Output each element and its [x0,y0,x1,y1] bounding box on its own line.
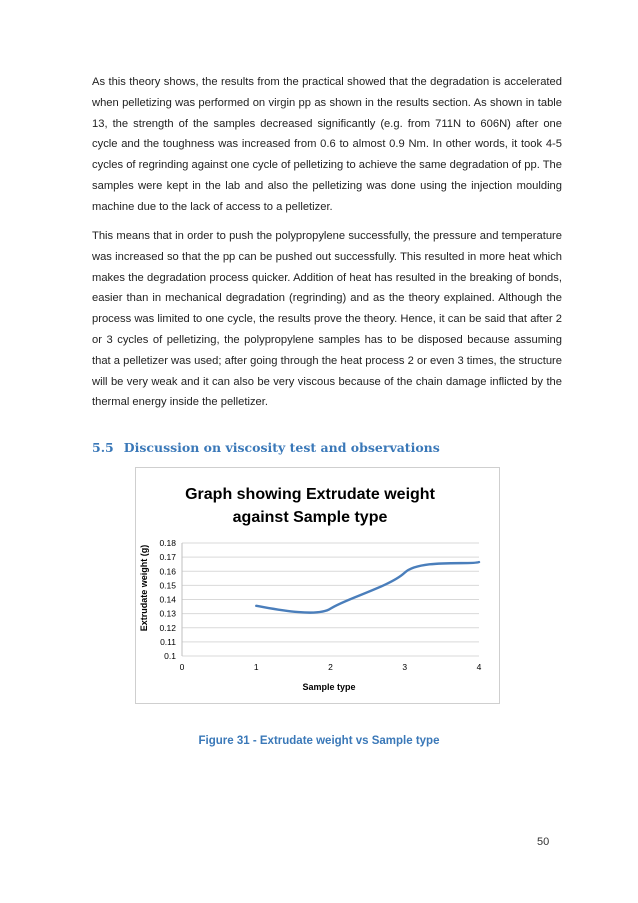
y-tick-label: 0.14 [159,594,176,605]
y-axis-label: Extrudate weight (g) [139,544,149,632]
chart-title-line-1: Graph showing Extrudate weight [185,486,435,503]
chart-title-line-2: against Sample type [232,509,388,526]
x-axis-label: Sample type [302,682,356,692]
page-number: 50 [537,836,550,848]
y-tick-label: 0.12 [159,622,176,633]
x-tick-label: 4 [476,662,482,672]
y-tick-label: 0.1 [164,651,176,661]
section-heading [92,440,440,455]
x-tick-label: 3 [402,662,408,672]
chart-container [135,467,500,704]
x-tick-label: 1 [253,662,259,672]
y-tick-label: 0.11 [160,636,176,647]
y-tick-label: 0.17 [159,552,176,563]
figure-caption: Figure 31 - Extrudate weight vs Sample type [198,735,440,747]
series-line [256,562,479,613]
x-tick-label: 2 [328,662,333,672]
body-paragraph-2: This means that in order to push the polypropylene successfully, the pressure and temperature was increased so that the pp can be pushed out successfully. This resulted in more heat which makes the degradation process quicker. Addition of heat has resulted in the breaking of bonds, easier than in mechanical degradation (regrinding) and as the theory explained. Although the process was limited to one cycle, the results prove the theory. Hence, it can be said that after 2 or 3 cycles of pelletizing, the polypropylene samples has to be disposed because assuming that a pelletizer was used; after going through the heat process 2 or even 3 times, the structure will be very weak and it can also be very viscous because of the chain damage inflicted by the thermal energy inside the pelletizer. [92,230,562,409]
y-tick-label: 0.13 [159,608,176,619]
section-number: 5.5 [92,440,114,455]
y-tick-label: 0.18 [159,538,176,548]
chart-svg [136,468,499,703]
y-tick-label: 0.15 [159,580,176,591]
y-tick-label: 0.16 [159,566,176,577]
section-title: Discussion on viscosity test and observations [123,440,440,455]
body-paragraph-1: As this theory shows, the results from the practical showed that the degradation is accelerated when pelletizing was performed on virgin pp as shown in the results section. As shown in table 13, the strength of the samples decreased significantly (e.g. from 711N to 606N) after one cycle and the toughness was increased from 0.6 to almost 0.9 Nm. In other words, it took 4-5 cycles of regrinding against one cycle of pelletizing to achieve the same degradation of pp. The samples were kept in the lab and also the pelletizing was done using the injection moulding machine due to the lack of access to a pelletizer. [92,76,562,213]
x-tick-label: 0 [179,662,185,672]
